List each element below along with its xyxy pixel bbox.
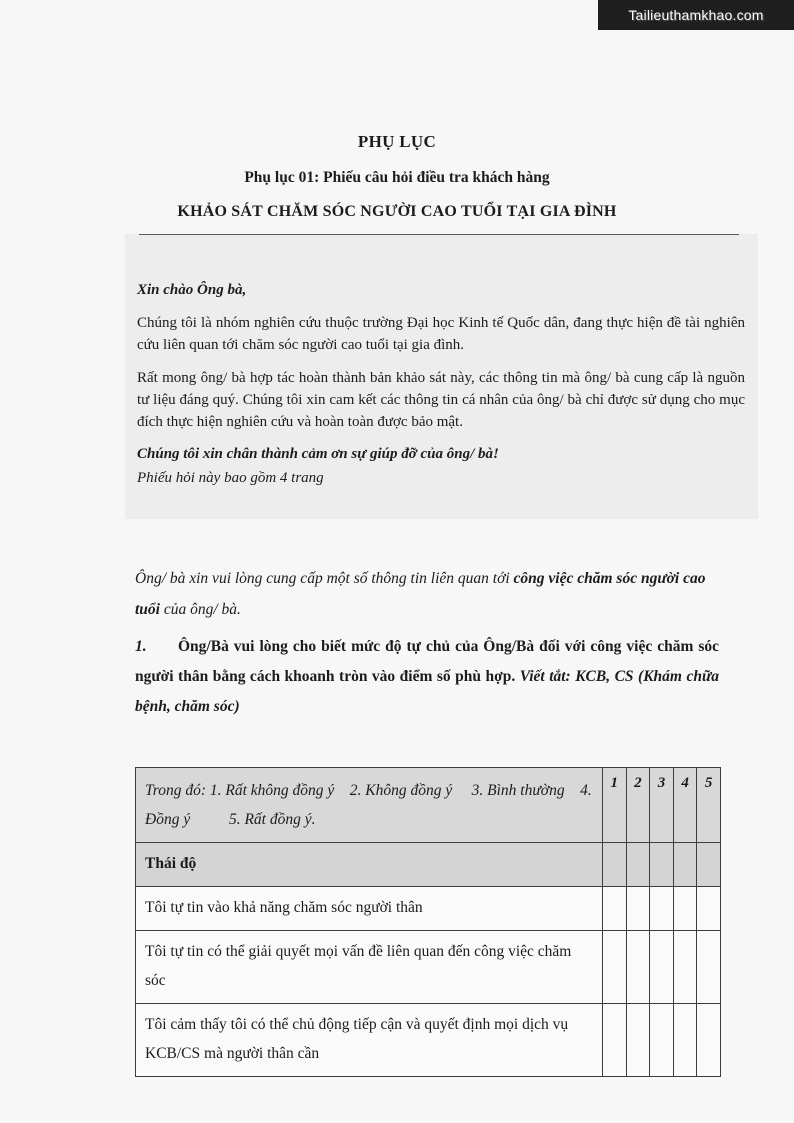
- section-header-attitude: Thái độ: [136, 843, 603, 887]
- empty-cell: [673, 843, 697, 887]
- empty-cell: [603, 843, 627, 887]
- section-intro-bold: công việc chăm sóc người cao tuổi: [135, 570, 706, 618]
- appendix-subtitle: Phụ lục 01: Phiếu câu hỏi điều tra khách hàng: [244, 169, 550, 186]
- likert-table: [135, 767, 721, 1077]
- empty-cell: [626, 843, 650, 887]
- pages-note: Phiếu hỏi này bao gồm 4 trang: [137, 470, 324, 486]
- watermark-text: Tailieuthamkhao.com: [628, 7, 764, 23]
- empty-cell: [697, 843, 721, 887]
- score-cell-3[interactable]: [650, 931, 674, 1004]
- table-row: [136, 887, 721, 931]
- empty-cell: [650, 843, 674, 887]
- scale-header-1: 1: [603, 768, 627, 843]
- item-statement: Tôi cảm thấy tôi có thể chủ động tiếp cận và quyết định mọi dịch vụ KCB/CS mà người thân cần: [136, 1004, 603, 1077]
- section-intro-tail: của ông/ bà.: [159, 601, 241, 618]
- score-cell-4[interactable]: [673, 931, 697, 1004]
- scale-header-4: 4: [673, 768, 697, 843]
- horizontal-rule: [139, 234, 739, 257]
- table-row: [136, 931, 721, 1004]
- score-cell-2[interactable]: [626, 931, 650, 1004]
- question-1-number: 1.: [135, 638, 147, 655]
- scale-note: Trong đó: 1. Rất không đồng ý 2. Không đồng ý 3. Bình thường 4. Đồng ý 5. Rất đồng ý.: [136, 768, 603, 843]
- score-cell-2[interactable]: [626, 1004, 650, 1077]
- score-cell-1[interactable]: [603, 931, 627, 1004]
- watermark-badge: [598, 0, 794, 30]
- title-block: [0, 0, 794, 221]
- item-statement: Tôi tự tin vào khả năng chăm sóc người thân: [136, 887, 603, 931]
- question-1-text: Ông/Bà vui lòng cho biết mức độ tự chủ của Ông/Bà đối với công việc chăm sóc người thân bằng cách khoanh tròn vào điểm số phù hợp.: [135, 638, 719, 685]
- score-cell-5[interactable]: [697, 931, 721, 1004]
- survey-title: KHẢO SÁT CHĂM SÓC NGƯỜI CAO TUỔI TẠI GIA ĐÌNH: [177, 203, 617, 220]
- scale-header-row: [136, 768, 721, 843]
- question-1: [135, 632, 719, 722]
- intro-paragraph-2: Rất mong ông/ bà hợp tác hoàn thành bản khảo sát này, các thông tin mà ông/ bà cung cấp là nguồn tư liệu đáng quý. Chúng tôi xin cam kết các thông tin cá nhân của ông/ bà chỉ được sử dụng cho mục đích thực hiện nghiên cứu và hoàn toàn được bảo mật.: [137, 370, 745, 430]
- section-header-row: [136, 843, 721, 887]
- score-cell-1[interactable]: [603, 887, 627, 931]
- score-cell-5[interactable]: [697, 887, 721, 931]
- score-cell-4[interactable]: [673, 1004, 697, 1077]
- score-cell-3[interactable]: [650, 887, 674, 931]
- page-title: PHỤ LỤC: [357, 132, 437, 151]
- score-cell-3[interactable]: [650, 1004, 674, 1077]
- section-intro-lead: Ông/ bà xin vui lòng cung cấp một số thông tin liên quan tới: [135, 570, 514, 587]
- intro-box: [125, 234, 758, 519]
- scale-header-3: 3: [650, 768, 674, 843]
- score-cell-4[interactable]: [673, 887, 697, 931]
- table-row: [136, 1004, 721, 1077]
- thanks-text: Chúng tôi xin chân thành cảm ơn sự giúp đỡ của ông/ bà!: [137, 446, 499, 462]
- scale-header-2: 2: [626, 768, 650, 843]
- main-content: [135, 563, 719, 1077]
- score-cell-1[interactable]: [603, 1004, 627, 1077]
- greeting-text: Xin chào Ông bà,: [137, 282, 247, 298]
- question-1-abbrev-note: Viết tắt: KCB, CS (Khám chữa bệnh, chăm sóc): [135, 668, 719, 715]
- item-statement: Tôi tự tin có thể giải quyết mọi vấn đề liên quan đến công việc chăm sóc: [136, 931, 603, 1004]
- scale-header-5: 5: [697, 768, 721, 843]
- intro-paragraph-1: Chúng tôi là nhóm nghiên cứu thuộc trường Đại học Kinh tế Quốc dân, đang thực hiện đề tài nghiên cứu liên quan tới chăm sóc người cao tuổi tại gia đình.: [137, 315, 745, 353]
- score-cell-5[interactable]: [697, 1004, 721, 1077]
- section-intro: [135, 563, 719, 625]
- score-cell-2[interactable]: [626, 887, 650, 931]
